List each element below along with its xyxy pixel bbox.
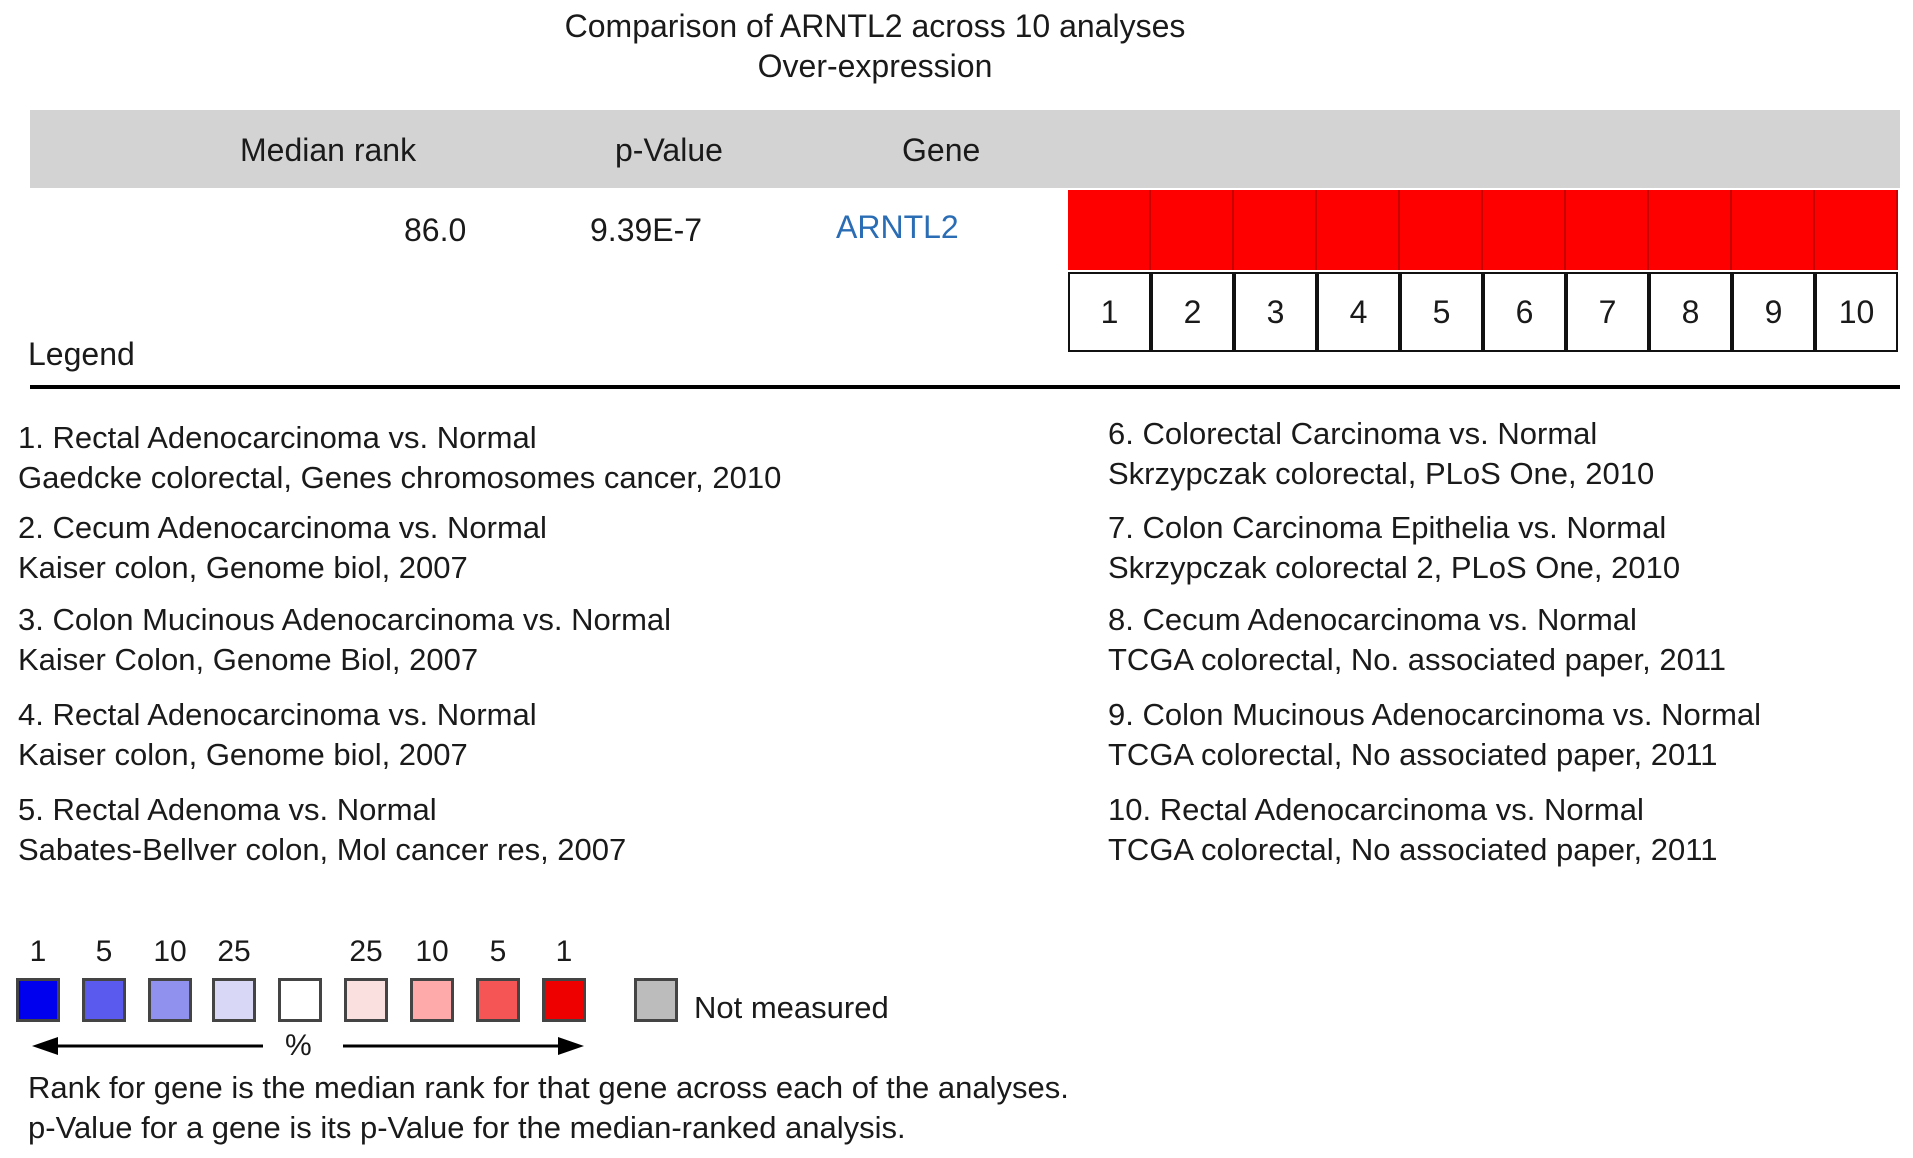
p-value-value: 9.39E-7: [590, 212, 703, 248]
heatmap-cell-7: [1566, 190, 1649, 270]
legend-item-5-title: 5. Rectal Adenoma vs. Normal: [18, 792, 437, 827]
scale-label-8: 5: [489, 935, 507, 968]
gene-link[interactable]: ARNTL2: [836, 209, 959, 245]
heatmap-cell-4: [1317, 190, 1400, 270]
heatmap-cell-10: [1815, 190, 1898, 270]
scale-swatch-5: [278, 978, 322, 1022]
heatmap-cell-1: [1068, 190, 1151, 270]
scale-label-9: 1: [555, 935, 573, 968]
gene-header: Gene: [902, 132, 981, 168]
median-rank-value: 86.0: [404, 212, 467, 248]
legend-item-10-title: 10. Rectal Adenocarcinoma vs. Normal: [1108, 792, 1644, 827]
heatmap-cell-2: [1151, 190, 1234, 270]
legend-item-6-source: Skrzypczak colorectal, PLoS One, 2010: [1108, 456, 1655, 491]
analysis-number-2: 2: [1151, 272, 1234, 352]
scale-swatch-7: [410, 978, 454, 1022]
analysis-number-4: 4: [1317, 272, 1400, 352]
analysis-number-8: 8: [1649, 272, 1732, 352]
heatmap-cell-3: [1234, 190, 1317, 270]
legend-item-2-title: 2. Cecum Adenocarcinoma vs. Normal: [18, 510, 547, 545]
legend-item-4-source: Kaiser colon, Genome biol, 2007: [18, 737, 468, 772]
note-p-value: p-Value for a gene is its p-Value for the median-ranked analysis.: [28, 1110, 906, 1145]
legend-title: Legend: [28, 336, 135, 372]
chart-title: Comparison of ARNTL2 across 10 analyses: [564, 8, 1186, 44]
percent-label: %: [285, 1029, 312, 1062]
heatmap-cell-5: [1400, 190, 1483, 270]
legend-item-6-title: 6. Colorectal Carcinoma vs. Normal: [1108, 416, 1598, 451]
legend-item-5-source: Sabates-Bellver colon, Mol cancer res, 2007: [18, 832, 627, 867]
median-rank-header: Median rank: [240, 132, 417, 168]
legend-item-7-title: 7. Colon Carcinoma Epithelia vs. Normal: [1108, 510, 1667, 545]
scale-label-4: 25: [217, 935, 251, 968]
scale-swatch-8: [476, 978, 520, 1022]
legend-item-9-source: TCGA colorectal, No associated paper, 2011: [1108, 737, 1718, 772]
analysis-number-1: 1: [1068, 272, 1151, 352]
heatmap-cell-6: [1483, 190, 1566, 270]
analysis-number-10: 10: [1815, 272, 1898, 352]
scale-label-6: 25: [349, 935, 383, 968]
legend-item-3-source: Kaiser Colon, Genome Biol, 2007: [18, 642, 479, 677]
scale-label-3: 10: [153, 935, 187, 968]
heatmap-cell-9: [1732, 190, 1815, 270]
legend-item-3-title: 3. Colon Mucinous Adenocarcinoma vs. Normal: [18, 602, 672, 637]
not-measured-label: Not measured: [694, 990, 889, 1025]
left-arrow-head: [32, 1037, 58, 1055]
scale-swatch-1: [16, 978, 60, 1022]
legend-item-8-source: TCGA colorectal, No. associated paper, 2011: [1108, 642, 1727, 677]
p-value-header: p-Value: [615, 132, 723, 168]
legend-item-4-title: 4. Rectal Adenocarcinoma vs. Normal: [18, 697, 537, 732]
scale-label-1: 1: [29, 935, 47, 968]
scale-swatch-2: [82, 978, 126, 1022]
legend-item-2-source: Kaiser colon, Genome biol, 2007: [18, 550, 468, 585]
scale-label-7: 10: [415, 935, 449, 968]
right-arrow-head: [558, 1037, 584, 1055]
scale-swatch-3: [148, 978, 192, 1022]
legend-item-1-title: 1. Rectal Adenocarcinoma vs. Normal: [18, 420, 537, 455]
legend-item-10-source: TCGA colorectal, No associated paper, 2011: [1108, 832, 1718, 867]
analysis-number-5: 5: [1400, 272, 1483, 352]
analysis-number-9: 9: [1732, 272, 1815, 352]
analysis-number-3: 3: [1234, 272, 1317, 352]
chart-subtitle: Over-expression: [757, 48, 993, 84]
legend-item-9-title: 9. Colon Mucinous Adenocarcinoma vs. Normal: [1108, 697, 1762, 732]
analysis-number-6: 6: [1483, 272, 1566, 352]
legend-item-8-title: 8. Cecum Adenocarcinoma vs. Normal: [1108, 602, 1637, 637]
heatmap-cell-8: [1649, 190, 1732, 270]
scale-label-2: 5: [95, 935, 113, 968]
legend-item-7-source: Skrzypczak colorectal 2, PLoS One, 2010: [1108, 550, 1681, 585]
analysis-number-7: 7: [1566, 272, 1649, 352]
scale-swatch-6: [344, 978, 388, 1022]
scale-swatch-9: [542, 978, 586, 1022]
not-measured-swatch: [634, 978, 678, 1022]
scale-swatch-4: [212, 978, 256, 1022]
legend-divider: [30, 385, 1900, 389]
legend-item-1-source: Gaedcke colorectal, Genes chromosomes cancer, 2010: [18, 460, 782, 495]
note-rank: Rank for gene is the median rank for that gene across each of the analyses.: [28, 1070, 1069, 1105]
